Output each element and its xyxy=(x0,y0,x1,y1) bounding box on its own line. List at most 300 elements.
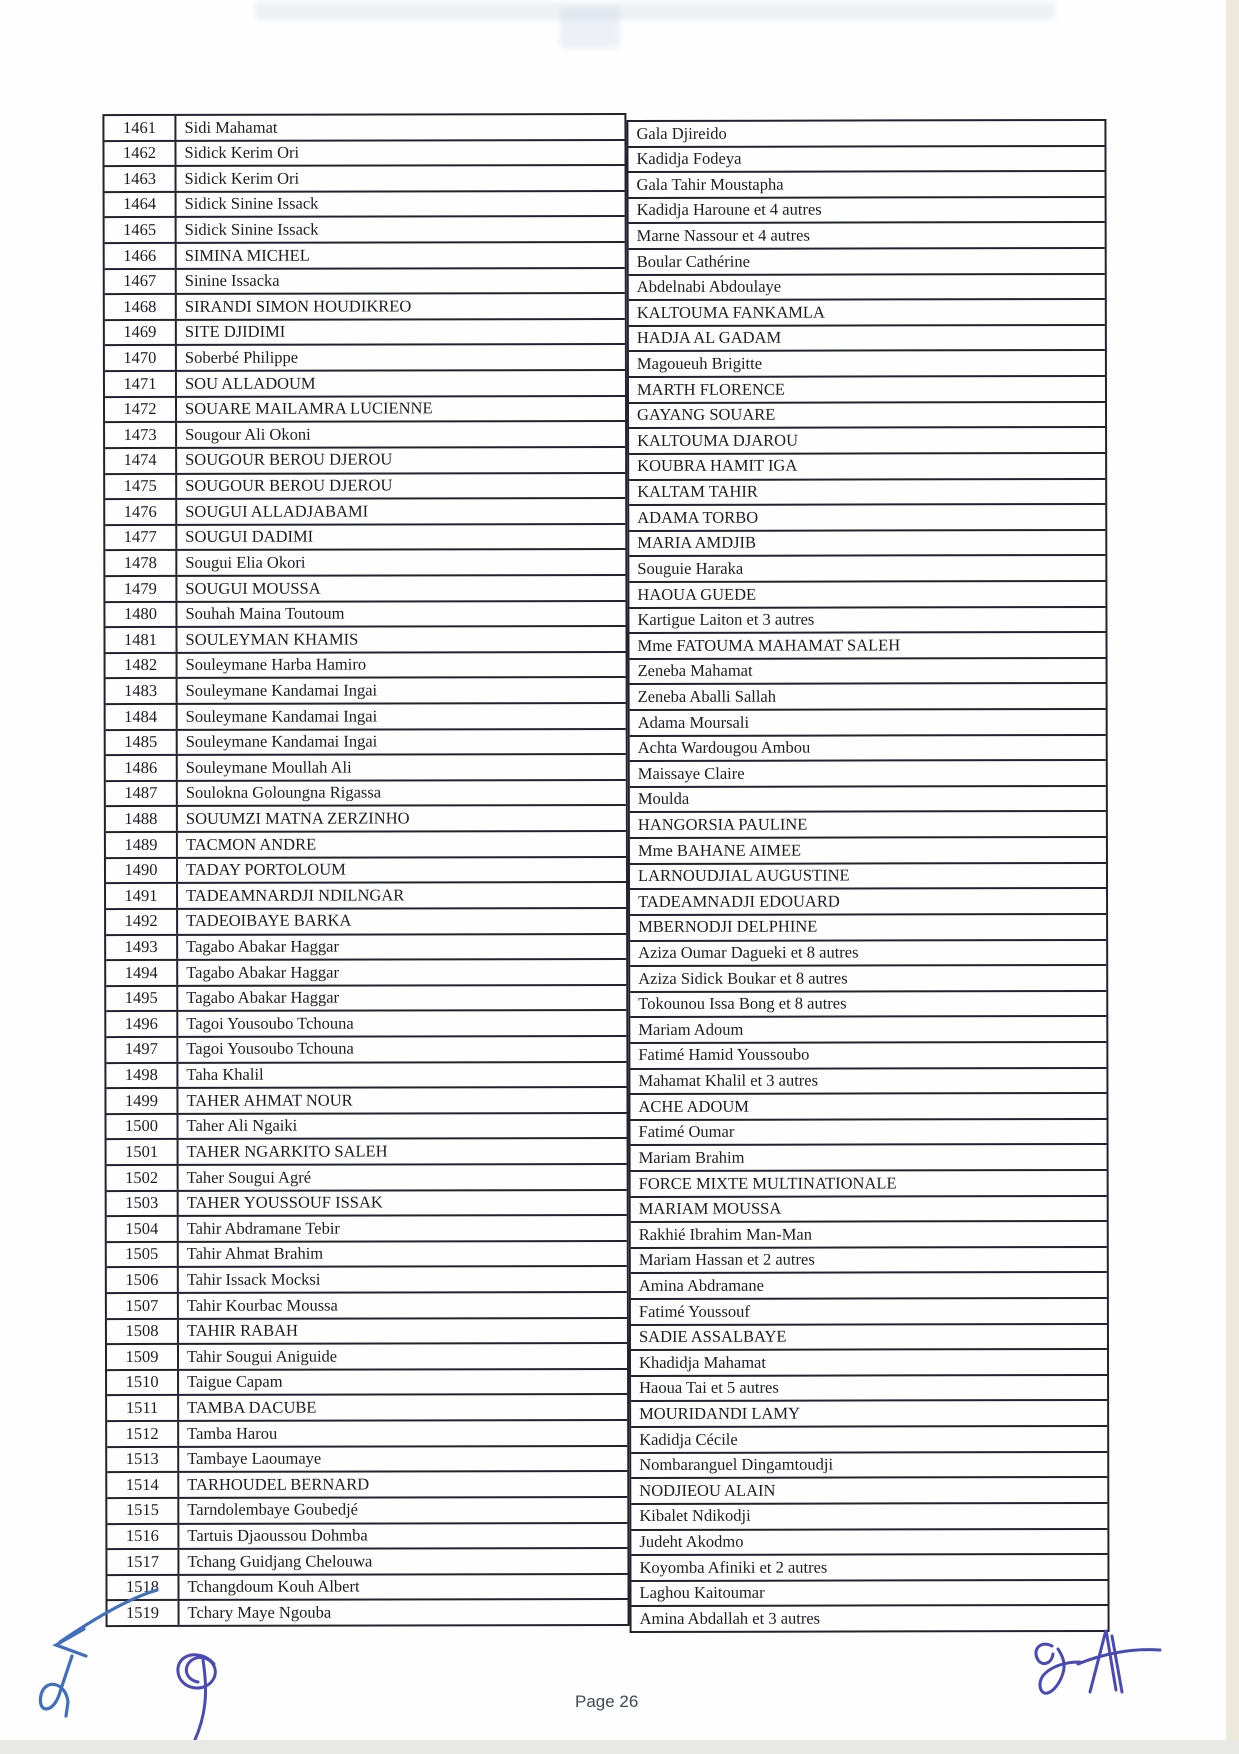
row-number: 1476 xyxy=(105,500,177,524)
row-number: 1479 xyxy=(105,577,177,601)
row-number: 1507 xyxy=(107,1294,179,1318)
name-cell-left: SOUGUI MOUSSA xyxy=(185,578,321,598)
table-row xyxy=(629,452,1105,479)
table-row xyxy=(630,862,1106,889)
name-cell-right: Aziza Oumar Dagueki et 8 autres xyxy=(638,942,859,963)
row-number: 1471 xyxy=(105,372,177,396)
row-number: 1499 xyxy=(106,1089,178,1113)
row-number: 1468 xyxy=(105,295,177,319)
row-number: 1492 xyxy=(106,910,178,934)
row-number: 1510 xyxy=(107,1371,179,1395)
name-cell-left: TAHIR RABAH xyxy=(186,1320,298,1341)
row-number: 1480 xyxy=(105,603,177,627)
row-number: 1517 xyxy=(107,1550,179,1574)
row-number: 1505 xyxy=(107,1243,179,1267)
name-cell-left: SOUGUI ALLADJABAMI xyxy=(185,501,369,521)
table-row xyxy=(629,349,1105,376)
table-row xyxy=(107,1496,627,1523)
table-row xyxy=(631,1195,1107,1222)
name-cell-left: Tahir Abdramane Tebir xyxy=(186,1218,340,1238)
row-number: 1494 xyxy=(106,961,178,985)
table-row xyxy=(630,913,1106,940)
name-cell-right: MARIA AMDJIB xyxy=(637,533,757,553)
row-number: 1509 xyxy=(107,1345,179,1369)
name-cell-left: TAHER NGARKITO SALEH xyxy=(186,1141,388,1161)
table-row xyxy=(105,190,625,217)
name-cell-right: KOUBRA HAMIT IGA xyxy=(637,456,798,476)
table-row xyxy=(105,446,625,473)
row-number: 1463 xyxy=(105,167,177,191)
row-number: 1512 xyxy=(107,1422,179,1446)
row-number: 1483 xyxy=(106,679,178,703)
table-row xyxy=(630,964,1106,991)
table-row xyxy=(105,523,625,550)
table-row xyxy=(630,836,1106,863)
row-number: 1506 xyxy=(107,1268,179,1292)
name-cell-right: Mme FATOUMA MAHAMAT SALEH xyxy=(637,635,901,655)
row-number: 1466 xyxy=(105,244,177,268)
name-cell-right: ACHE ADOUM xyxy=(638,1096,749,1116)
table-row xyxy=(107,1393,627,1420)
name-cell-left: Tchangdoum Kouh Albert xyxy=(187,1576,360,1597)
name-cell-left: Tagoi Yousoubo Tchouna xyxy=(186,1039,354,1059)
table-row xyxy=(107,1214,627,1241)
table-row xyxy=(104,115,624,140)
name-cell-left: TADEAMNARDJI NDILNGAR xyxy=(186,885,405,905)
table-row xyxy=(631,1169,1107,1196)
name-cell-left: Taha Khalil xyxy=(186,1064,264,1085)
name-cell-right: Mariam Adoum xyxy=(638,1019,744,1039)
name-cell-left: Sidi Mahamat xyxy=(184,117,278,137)
table-row xyxy=(630,938,1106,965)
table-row xyxy=(106,651,626,678)
name-cell-right: Nombaranguel Dingamtoudji xyxy=(639,1454,834,1475)
table-row xyxy=(106,881,626,908)
name-cell-right: Laghou Kaitoumar xyxy=(639,1582,765,1603)
table-row xyxy=(106,753,626,780)
name-cell-right: Kibalet Ndikodji xyxy=(639,1506,751,1526)
table-row xyxy=(107,1137,627,1164)
name-cell-left: SOUGOUR BEROU DJEROU xyxy=(185,475,393,495)
name-cell-left: TACMON ANDRE xyxy=(185,834,317,854)
name-cell-right: Zeneba Mahamat xyxy=(637,661,753,681)
table-row xyxy=(630,1067,1106,1094)
name-cell-left: SITE DJIDIMI xyxy=(184,322,286,342)
table-row xyxy=(106,676,626,703)
name-cell-right: SADIE ASSALBAYE xyxy=(638,1326,787,1347)
name-cell-left: Souleymane Kandamai Ingai xyxy=(185,680,378,700)
name-cell-left: Taher Ali Ngaiki xyxy=(186,1115,298,1136)
row-number: 1504 xyxy=(107,1217,179,1241)
name-cell-left: TAHER YOUSSOUF ISSAK xyxy=(186,1192,383,1213)
name-cell-right: KALTAM TAHIR xyxy=(637,481,758,502)
name-cell-left: Taigue Capam xyxy=(187,1372,283,1392)
table-row xyxy=(631,1323,1107,1350)
name-cell-left: SIMINA MICHEL xyxy=(184,245,310,265)
name-cell-right: Souguie Haraka xyxy=(637,558,744,578)
row-number: 1474 xyxy=(105,449,177,473)
table-row xyxy=(107,1470,627,1497)
row-number: 1477 xyxy=(105,526,177,550)
name-cell-left: SIRANDI SIMON HOUDIKREO xyxy=(184,296,412,316)
name-cell-right: HAOUA GUEDE xyxy=(637,584,757,604)
name-cell-right: Zeneba Aballi Sallah xyxy=(637,686,777,706)
table-row xyxy=(105,600,625,627)
table-row xyxy=(629,298,1105,325)
row-number: 1465 xyxy=(105,218,177,242)
name-cell-right: TADEAMNADJI EDOUARD xyxy=(638,891,840,911)
name-cell-left: Tagabo Abakar Haggar xyxy=(186,987,340,1008)
table-row xyxy=(107,1419,627,1446)
name-cell-right: Kadidja Haroune et 4 autres xyxy=(636,199,822,220)
name-cell-right: MARTH FLORENCE xyxy=(636,379,785,399)
table-row xyxy=(629,324,1105,351)
table-row xyxy=(105,497,625,524)
table-row xyxy=(630,734,1106,761)
row-number: 1475 xyxy=(105,474,177,498)
table-row xyxy=(107,1368,627,1395)
table-row xyxy=(629,580,1105,607)
scan-edge-bottom xyxy=(0,1740,1239,1754)
table-row xyxy=(105,215,625,242)
name-cell-left: SOULEYMAN KHAMIS xyxy=(185,629,359,649)
table-row xyxy=(628,121,1104,146)
row-number: 1472 xyxy=(105,398,177,422)
row-number: 1470 xyxy=(105,346,177,370)
name-cell-left: Souhah Maina Toutoum xyxy=(185,603,345,624)
name-cell-left: Soberbé Philippe xyxy=(184,347,299,367)
table-row xyxy=(105,164,625,191)
table-row xyxy=(107,1522,627,1549)
name-cell-right: Kadidja Fodeya xyxy=(636,148,742,169)
name-cell-left: Souleymane Harba Hamiro xyxy=(185,654,367,675)
table-row xyxy=(629,170,1105,197)
table-row xyxy=(630,1092,1106,1119)
row-number: 1502 xyxy=(107,1166,179,1190)
name-cell-right: MOURIDANDI LAMY xyxy=(639,1403,801,1423)
table-row xyxy=(105,241,625,268)
name-cell-left: SOUGUI DADIMI xyxy=(185,526,314,547)
table-row xyxy=(107,1317,627,1344)
table-row xyxy=(631,1374,1107,1401)
name-cell-right: FORCE MIXTE MULTINATIONALE xyxy=(638,1172,897,1193)
name-cell-left: SOUUMZI MATNA ZERZINHO xyxy=(185,808,410,828)
name-cell-right: MARIAM MOUSSA xyxy=(638,1198,782,1219)
name-cell-left: TADEOIBAYE BARKA xyxy=(186,910,352,931)
table-row xyxy=(107,1547,627,1574)
name-cell-right: KALTOUMA FANKAMLA xyxy=(636,302,825,322)
name-cell-right: Rakhié Ibrahim Man-Man xyxy=(638,1224,812,1244)
name-cell-right: KALTOUMA DJAROU xyxy=(637,430,799,450)
row-number: 1518 xyxy=(107,1576,179,1600)
table-row xyxy=(105,420,625,447)
right-table-column xyxy=(626,119,1109,1633)
table-row xyxy=(106,728,626,755)
name-cell-right: HANGORSIA PAULINE xyxy=(637,814,808,834)
row-number: 1495 xyxy=(106,987,178,1011)
name-cell-right: Koyomba Afiniki et 2 autres xyxy=(639,1557,828,1577)
table-row xyxy=(106,779,626,806)
table-row xyxy=(630,657,1106,684)
row-number: 1514 xyxy=(107,1473,179,1497)
table-row xyxy=(106,1061,626,1088)
row-number: 1481 xyxy=(105,628,177,652)
name-cell-right: Khadidja Mahamat xyxy=(638,1352,766,1372)
table-row xyxy=(628,145,1104,172)
name-cell-left: Souleymane Kandamai Ingai xyxy=(185,731,378,752)
table-row xyxy=(106,1112,626,1139)
row-number: 1485 xyxy=(106,731,178,755)
table-row xyxy=(106,932,626,959)
row-number: 1501 xyxy=(107,1140,179,1164)
name-cell-right: Abdelnabi Abdoulaye xyxy=(636,276,782,297)
row-number: 1482 xyxy=(106,654,178,678)
table-row xyxy=(107,1445,627,1472)
table-row xyxy=(105,343,625,370)
table-row xyxy=(630,682,1106,709)
table-row xyxy=(105,395,625,422)
name-cell-right: ADAMA TORBO xyxy=(637,507,759,527)
row-number: 1519 xyxy=(108,1601,180,1625)
table-row xyxy=(106,830,626,857)
row-number: 1516 xyxy=(107,1524,179,1548)
table-row xyxy=(629,529,1105,556)
name-cell-left: Tagabo Abakar Haggar xyxy=(186,936,339,956)
table-row xyxy=(629,375,1105,402)
table-row xyxy=(105,548,625,575)
name-cell-right: Fatimé Youssouf xyxy=(638,1301,750,1321)
name-cell-right: Boular Cathérine xyxy=(636,251,750,271)
row-number: 1511 xyxy=(107,1396,179,1420)
row-number: 1491 xyxy=(106,884,178,908)
name-cell-left: SOU ALLADOUM xyxy=(184,373,316,393)
name-cell-right: Gala Tahir Moustapha xyxy=(636,174,784,194)
table-row xyxy=(105,267,625,294)
row-number: 1496 xyxy=(106,1012,178,1036)
name-cell-right: Fatimé Hamid Youssoubo xyxy=(638,1045,810,1065)
row-number: 1478 xyxy=(105,551,177,575)
name-cell-left: Tchang Guidjang Chelouwa xyxy=(187,1551,373,1571)
name-cell-right: Adama Moursali xyxy=(637,712,750,732)
table-row xyxy=(105,472,625,499)
name-cell-right: Fatimé Oumar xyxy=(638,1122,735,1142)
row-number: 1515 xyxy=(107,1499,179,1523)
name-cell-right: Kadidja Cécile xyxy=(639,1429,738,1449)
table-row xyxy=(106,907,626,934)
table-row xyxy=(631,1579,1107,1606)
name-cell-left: Tahir Kourbac Moussa xyxy=(186,1295,338,1315)
name-cell-right: Mariam Hassan et 2 autres xyxy=(638,1249,815,1270)
row-number: 1488 xyxy=(106,807,178,831)
row-number: 1467 xyxy=(105,270,177,294)
name-cell-right: Gala Djireido xyxy=(636,123,727,143)
name-cell-left: Souleymane Moullah Ali xyxy=(185,757,352,777)
name-cell-left: Sougour Ali Okoni xyxy=(185,424,311,444)
name-cell-left: Sidick Sinine Issack xyxy=(184,194,319,214)
table-row xyxy=(631,1553,1107,1580)
name-cell-right: GAYANG SOUARE xyxy=(637,404,776,425)
table-row xyxy=(631,1527,1107,1554)
name-cell-left: Tamba Harou xyxy=(187,1423,278,1443)
table-row xyxy=(629,503,1105,530)
table-row xyxy=(630,1041,1106,1068)
table-row xyxy=(104,139,624,166)
table-row xyxy=(629,247,1105,274)
name-cell-left: Sidick Kerim Ori xyxy=(184,142,300,163)
name-cell-left: TARHOUDEL BERNARD xyxy=(187,1474,370,1494)
table-row xyxy=(629,401,1105,428)
table-row xyxy=(107,1342,627,1369)
row-number: 1508 xyxy=(107,1320,179,1344)
page-number: Page 26 xyxy=(575,1692,639,1711)
name-cell-right: LARNOUDJIAL AUGUSTINE xyxy=(637,865,850,886)
table-row xyxy=(629,221,1105,248)
table-row xyxy=(630,810,1106,837)
table-row xyxy=(107,1163,627,1190)
name-cell-right: Kartigue Laiton et 3 autres xyxy=(637,609,815,630)
table-row xyxy=(106,958,626,985)
table-row xyxy=(629,606,1105,633)
name-cell-left: Sidick Kerim Ori xyxy=(184,168,300,188)
name-cell-left: TAMBA DACUBE xyxy=(187,1397,317,1417)
table-row xyxy=(631,1451,1107,1478)
table-row xyxy=(106,702,626,729)
table-row xyxy=(105,574,625,601)
name-cell-right: Mahamat Khalil et 3 autres xyxy=(638,1070,819,1091)
name-cell-left: Tahir Issack Mocksi xyxy=(186,1269,321,1289)
name-cell-left: Taher Sougui Agré xyxy=(186,1167,312,1187)
name-cell-left: Tahir Ahmat Brahim xyxy=(186,1243,324,1264)
row-number: 1461 xyxy=(104,116,176,140)
name-cell-left: Tarndolembaye Goubedjé xyxy=(187,1500,359,1520)
name-cell-left: Tagoi Yousoubo Tchouna xyxy=(186,1013,354,1033)
table-row xyxy=(106,856,626,883)
row-number: 1490 xyxy=(106,859,178,883)
table-row xyxy=(105,625,625,652)
table-row xyxy=(631,1502,1107,1529)
row-number: 1487 xyxy=(106,782,178,806)
row-number: 1493 xyxy=(106,935,178,959)
table-row xyxy=(631,1476,1107,1503)
row-number: 1489 xyxy=(106,833,178,857)
name-cell-left: Sidick Sinine Issack xyxy=(184,219,319,239)
table-row xyxy=(631,1220,1107,1247)
name-cell-left: Souleymane Kandamai Ingai xyxy=(185,706,378,726)
table-row xyxy=(630,708,1106,735)
name-cell-left: Sinine Issacka xyxy=(184,270,280,291)
name-cell-left: Tagabo Abakar Haggar xyxy=(186,962,339,982)
row-number: 1497 xyxy=(106,1038,178,1062)
table-row xyxy=(631,1399,1107,1426)
table-row xyxy=(107,1291,627,1318)
row-number: 1469 xyxy=(105,321,177,345)
table-row xyxy=(631,1246,1107,1273)
left-table-columns xyxy=(102,113,629,1627)
table-row xyxy=(106,1035,626,1062)
scan-edge-right xyxy=(1226,0,1239,1754)
name-cell-right: Magoueuh Brigitte xyxy=(636,353,763,373)
name-cell-right: Aziza Sidick Boukar et 8 autres xyxy=(638,968,848,988)
name-cell-left: TAHER AHMAT NOUR xyxy=(186,1090,353,1110)
table-row xyxy=(106,1086,626,1113)
name-cell-right: Moulda xyxy=(637,789,690,809)
table-row xyxy=(629,196,1105,223)
name-cell-right: Mariam Brahim xyxy=(638,1147,745,1167)
table-row xyxy=(107,1240,627,1267)
table-row xyxy=(632,1604,1108,1631)
name-cell-right: Judeht Akodmo xyxy=(639,1531,744,1552)
name-cell-left: Tchary Maye Ngouba xyxy=(187,1602,332,1622)
row-number: 1500 xyxy=(106,1115,178,1139)
table-row xyxy=(631,1143,1107,1170)
name-cell-right: HADJA AL GADAM xyxy=(636,328,782,348)
table-row xyxy=(629,273,1105,300)
name-cell-left: SOUGOUR BEROU DJEROU xyxy=(185,449,393,470)
table-row xyxy=(105,369,625,396)
name-cell-right: MBERNODJI DELPHINE xyxy=(638,917,818,937)
name-cell-right: Amina Abdallah et 3 autres xyxy=(639,1608,821,1628)
name-cell-left: Tahir Sougui Aniguide xyxy=(186,1346,338,1366)
name-cell-right: Achta Wardougou Ambou xyxy=(637,737,811,758)
table-row xyxy=(629,478,1105,505)
name-cell-right: Haoua Tai et 5 autres xyxy=(639,1378,779,1398)
table-row xyxy=(106,804,626,831)
table-row xyxy=(630,887,1106,914)
row-number: 1513 xyxy=(107,1448,179,1472)
table-row xyxy=(629,426,1105,453)
name-cell-left: TADAY PORTOLOUM xyxy=(185,859,346,880)
name-cell-right: Maissaye Claire xyxy=(637,763,745,783)
name-cell-right: NODJIEOU ALAIN xyxy=(639,1480,776,1500)
table-row xyxy=(630,990,1106,1017)
table-row xyxy=(630,759,1106,786)
table-row xyxy=(106,984,626,1011)
row-number: 1462 xyxy=(104,142,176,166)
table-row xyxy=(631,1297,1107,1324)
name-cell-left: SOUARE MAILAMRA LUCIENNE xyxy=(184,398,433,419)
table-row xyxy=(631,1425,1107,1452)
table-row xyxy=(106,1009,626,1036)
name-cell-right: Amina Abdramane xyxy=(638,1275,764,1295)
name-cell-left: Tartuis Djaoussou Dohmba xyxy=(187,1525,368,1545)
table-row xyxy=(631,1271,1107,1298)
table-row xyxy=(630,785,1106,812)
table-row xyxy=(631,1118,1107,1145)
table-row xyxy=(107,1265,627,1292)
table-row xyxy=(629,631,1105,658)
name-cell-left: Soulokna Goloungna Rigassa xyxy=(185,782,382,803)
name-cell-right: Tokounou Issa Bong et 8 autres xyxy=(638,993,847,1014)
row-number: 1484 xyxy=(106,705,178,729)
row-number: 1503 xyxy=(107,1192,179,1216)
table-row xyxy=(631,1348,1107,1375)
table-row xyxy=(107,1573,627,1600)
name-cell-right: Marne Nassour et 4 autres xyxy=(636,225,810,245)
table-row xyxy=(630,1015,1106,1042)
row-number: 1464 xyxy=(105,193,177,217)
table-row xyxy=(105,318,625,345)
row-number: 1498 xyxy=(106,1063,178,1087)
name-cell-right: Mme BAHANE AIMEE xyxy=(637,840,802,860)
table-row xyxy=(108,1598,628,1625)
table-row xyxy=(107,1189,627,1216)
name-cell-left: Tambaye Laoumaye xyxy=(187,1448,322,1469)
row-number: 1473 xyxy=(105,423,177,447)
table-row xyxy=(629,554,1105,581)
name-cell-left: Sougui Elia Okori xyxy=(185,552,306,572)
row-number: 1486 xyxy=(106,756,178,780)
table-row xyxy=(105,292,625,319)
